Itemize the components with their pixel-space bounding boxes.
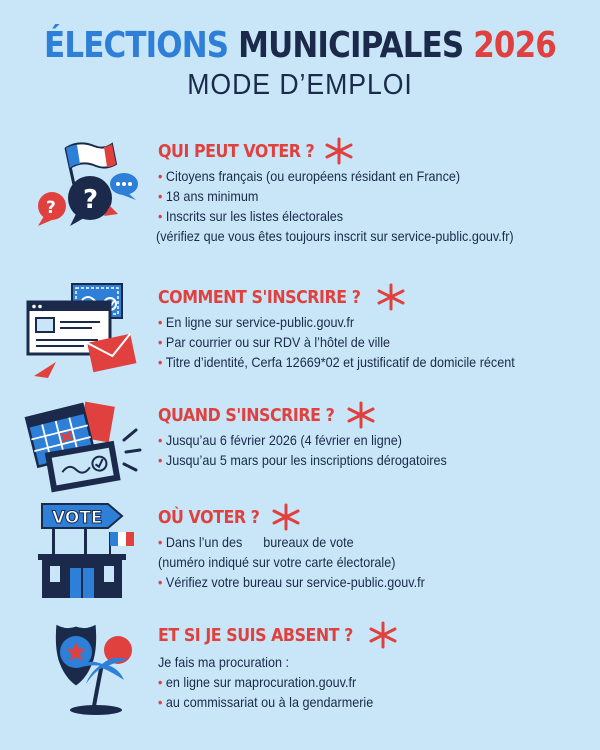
police-badge-palm-icon bbox=[24, 620, 144, 720]
asterisk-icon bbox=[344, 400, 378, 430]
flag-speech-bubbles-icon bbox=[24, 136, 144, 236]
list-item: • en ligne sur maprocuration.gouv.fr bbox=[158, 672, 545, 692]
section-content bbox=[158, 136, 588, 246]
vote-sign-text: VOTE bbox=[52, 508, 103, 528]
list-item: • Dans l’un des bureaux de vote bbox=[158, 532, 545, 552]
asterisk-icon bbox=[366, 620, 400, 650]
section-content bbox=[158, 400, 588, 470]
section-content bbox=[158, 620, 588, 712]
section-title: ET SI JE SUIS ABSENT ? bbox=[158, 624, 353, 646]
title-year: 2026 bbox=[473, 25, 556, 66]
section-title: QUI PEUT VOTER ? bbox=[158, 140, 315, 162]
section-title: COMMENT S'INSCRIRE ? bbox=[158, 286, 361, 308]
calendar-ticket-icon bbox=[24, 400, 144, 500]
section-title: OÙ VOTER ? bbox=[158, 506, 260, 528]
title-municipales: MUNICIPALES bbox=[238, 25, 464, 66]
vote-sign-townhall-icon bbox=[24, 502, 144, 602]
asterisk-icon bbox=[269, 502, 303, 532]
list-intro: Je fais ma procuration : bbox=[158, 654, 289, 670]
list-item: • Par courrier ou sur RDV à l’hôtel de ville bbox=[158, 332, 545, 352]
list-item: • En ligne sur service-public.gouv.fr bbox=[158, 312, 545, 332]
page-subtitle: MODE D’EMPLOI bbox=[187, 69, 413, 101]
website-mail-icon bbox=[24, 282, 144, 382]
list-item: • Vérifiez votre bureau sur service-public.gouv.fr bbox=[158, 572, 545, 592]
header bbox=[0, 24, 600, 102]
list-item: • Citoyens français (ou européens résidant en France) bbox=[158, 166, 545, 186]
list-item: • Jusqu’au 6 février 2026 (4 février en ligne) bbox=[158, 430, 545, 450]
list-note: (numéro indiqué sur votre carte électorale) bbox=[158, 554, 396, 570]
section-content bbox=[158, 282, 588, 372]
list-item: • Jusqu’au 5 mars pour les inscriptions dérogatoires bbox=[158, 450, 545, 470]
list-item: • Titre d’identité, Cerfa 12669*02 et justificatif de domicile récent bbox=[158, 352, 545, 372]
list-item: • au commissariat ou à la gendarmerie bbox=[158, 692, 545, 712]
page-title bbox=[42, 24, 558, 68]
section-title: QUAND S'INSCRIRE ? bbox=[158, 404, 335, 426]
list-item: • Inscrits sur les listes électorales bbox=[158, 206, 545, 226]
section-content bbox=[158, 502, 588, 592]
list-note: (vérifiez que vous êtes toujours inscrit sur service-public.gouv.fr) bbox=[156, 228, 514, 244]
title-elections: ÉLECTIONS bbox=[44, 25, 229, 66]
asterisk-icon bbox=[374, 282, 408, 312]
svg-text:?: ? bbox=[83, 185, 99, 215]
asterisk-icon bbox=[322, 136, 356, 166]
svg-text:?: ? bbox=[46, 198, 56, 218]
list-item: • 18 ans minimum bbox=[158, 186, 545, 206]
